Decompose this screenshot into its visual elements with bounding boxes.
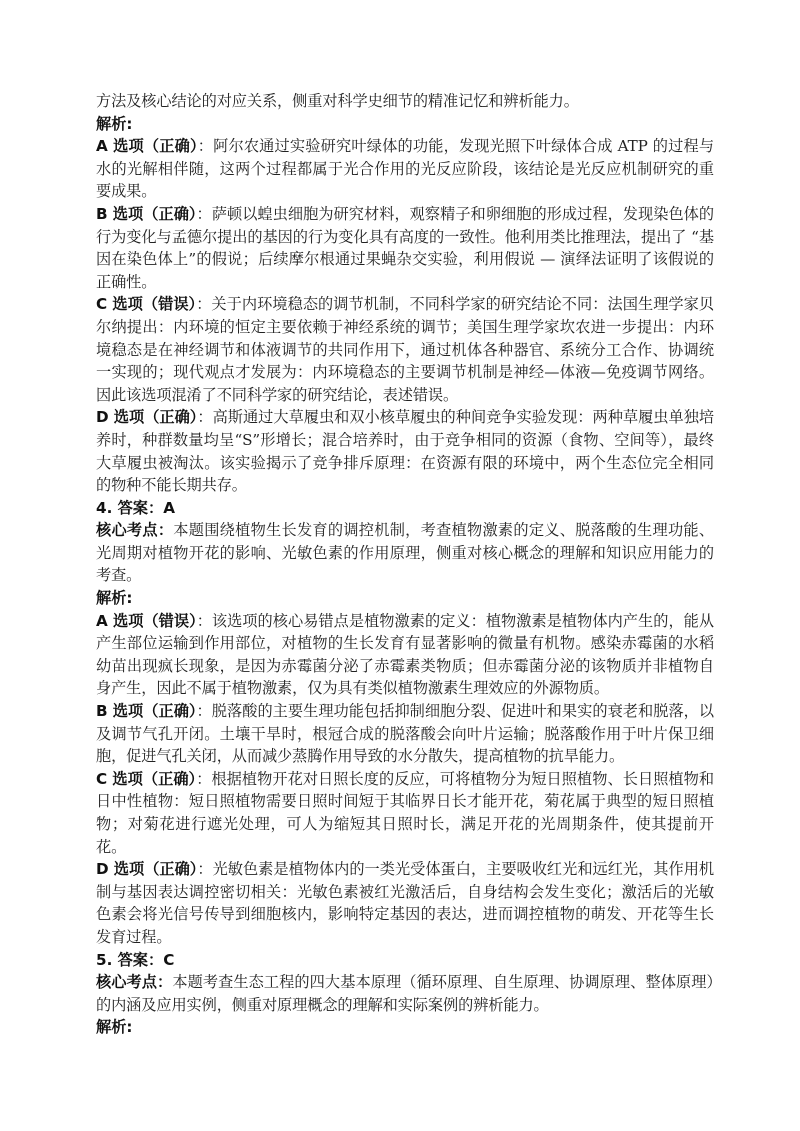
q3-option-d (96, 406, 714, 496)
q3-option-a (96, 135, 714, 203)
q4-core-label: 核心考点： (96, 521, 174, 540)
q4-option-c-text: ：根据植物开花对日照长度的反应，可将植物分为短日照植物、长日照植物和日中性植物：短日照植物需要日照时间短于其临界日长才能开花，菊花属于典型的短日照植物；对菊花进行遮光处理，可人为缩短其日照时长，满足开花的光周期条件，使其提前开花。 (96, 769, 714, 856)
q3-option-d-text: ：高斯通过大草履虫和双小核草履虫的种间竞争实验发现：两种草履虫单独培养时，种群数量均呈“S”形增长；混合培养时，由于竞争相同的资源（食物、空间等），最终大草履虫被淘汰。该实验揭示了竞争排斥原理：在资源有限的环境中，两个生态位完全相同的物种不能长期共存。 (96, 408, 714, 495)
q3-option-d-label: D 选项（正确） (96, 408, 198, 427)
q4-option-c-label: C 选项（正确） (96, 769, 197, 788)
q4-option-c (96, 768, 714, 858)
q3-option-b (96, 203, 714, 293)
q4-answer-label: 4. 答案： (96, 498, 164, 517)
q4-option-a-text: ：该选项的核心易错点是植物激素的定义：植物激素是植物体内产生的，能从产生部位运输到作用部位，对植物的生长发育有显著影响的微量有机物。感染赤霉菌的水稻幼苗出现疯长现象，是因为赤霉菌分泌了赤霉素类物质；但赤霉菌分泌的该物质并非植物自身产生，因此不属于植物激素，仅为具有类似植物激素生理效应的外源物质。 (96, 611, 714, 698)
q4-core-text: 本题围绕植物生长发育的调控机制，考查植物激素的定义、脱落酸的生理功能、光周期对植物开花的影响、光敏色素的作用原理，侧重对核心概念的理解和知识应用能力的考查。 (96, 521, 714, 585)
q4-option-d-label: D 选项（正确） (96, 860, 198, 879)
q4-option-b-label: B 选项（正确） (96, 702, 197, 721)
q5-core-label: 核心考点： (96, 973, 173, 992)
analysis-heading-q5: 解析: (96, 1018, 133, 1037)
q5-answer-line (96, 949, 714, 972)
q3-option-c-label: C 选项（错误） (96, 295, 197, 314)
q3-option-c (96, 293, 714, 406)
q4-option-d (96, 858, 714, 948)
q4-option-a (96, 610, 714, 700)
q4-option-b-text: ：脱落酸的主要生理功能包括抑制细胞分裂、促进叶和果实的衰老和脱落，以及调节气孔开闭。土壤干旱时，根冠合成的脱落酸会向叶片运输；脱落酸作用于叶片保卫细胞，促进气孔关闭，从而减少蒸腾作用导致的水分散失，提高植物的抗旱能力。 (96, 702, 714, 766)
q5-answer-label: 5. 答案： (96, 950, 164, 969)
q5-core-points (96, 971, 714, 1016)
q4-core-points (96, 519, 714, 587)
q3-option-c-text: ：关于内环境稳态的调节机制，不同科学家的研究结论不同：法国生理学家贝尔纳提出：内环境的恒定主要依赖于神经系统的调节；美国生理学家坎农进一步提出：内环境稳态是在神经调节和体液调节的共同作用下，通过机体各种器官、系统分工合作、协调统一实现的；现代观点才发展为：内环境稳态的主要调节机制是神经—体液—免疫调节网络。因此该选项混淆了不同科学家的研究结论，表述错误。 (96, 295, 714, 404)
q3-option-b-label: B 选项（正确） (96, 204, 197, 223)
answer-analysis-page (96, 90, 714, 1039)
analysis-heading-q4: 解析: (96, 589, 133, 608)
analysis-heading-q3: 解析: (96, 114, 133, 133)
q3-option-a-text: ：阿尔农通过实验研究叶绿体的功能，发现光照下叶绿体合成 ATP 的过程与水的光解相伴随，这两个过程都属于光合作用的光反应阶段，该结论是光反应机制研究的重要成果。 (96, 137, 714, 201)
q4-option-d-text: ：光敏色素是植物体内的一类光受体蛋白，主要吸收红光和远红光，其作用机制与基因表达调控密切相关：光敏色素被红光激活后，自身结构会发生变化；激活后的光敏色素会将光信号传导到细胞核内，影响特定基因的表达，进而调控植物的萌发、开花等生长发育过程。 (96, 860, 714, 946)
intro-paragraph: 方法及核心结论的对应关系，侧重对科学史细节的精准记忆和辨析能力。 (96, 92, 579, 110)
q5-answer-value: C (163, 950, 175, 969)
q4-option-a-label: A 选项（错误） (96, 611, 197, 630)
q4-answer-value: A (163, 498, 175, 517)
q3-option-a-label: A 选项（正确） (96, 137, 198, 156)
q4-option-b (96, 700, 714, 768)
q3-option-b-text: ：萨顿以蝗虫细胞为研究材料，观察精子和卵细胞的形成过程，发现染色体的行为变化与孟德尔提出的基因的行为变化具有高度的一致性。他利用类比推理法，提出了 “基因在染色体上”的假说；后续摩尔根通过果蝇杂交实验，利用假说 — 演绎法证明了该假说的正确性。 (96, 204, 714, 291)
q5-core-text: 本题考查生态工程的四大基本原理（循环原理、自生原理、协调原理、整体原理）的内涵及应用实例，侧重对原理概念的理解和实际案例的辨析能力。 (96, 973, 714, 1014)
q4-answer-line (96, 497, 714, 520)
